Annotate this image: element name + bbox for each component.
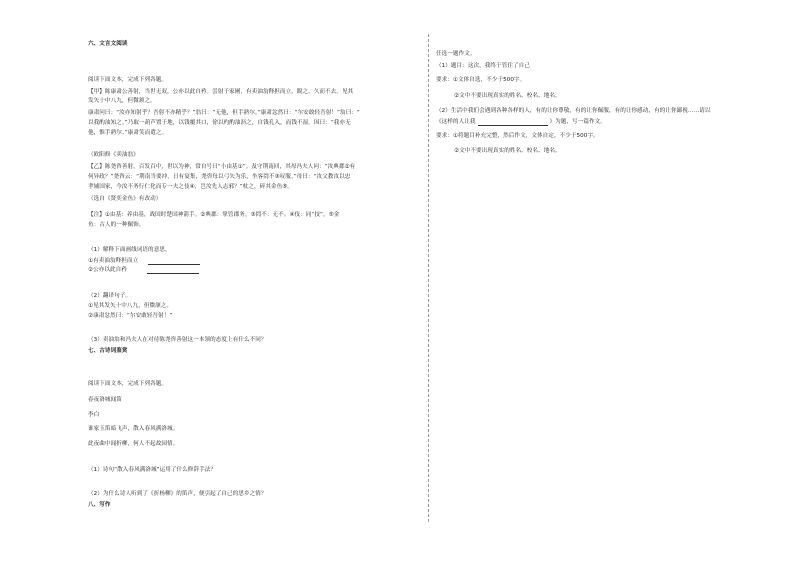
essay-topic-2-suffix: 》为题，写一篇作文。 <box>549 119 606 125</box>
passage-jia-line: 【甲】陈康肃公善射，当世无双，公亦以此自矜。尝射于家圃，有卖油翁释担而立，睨之，久而不去。见其 <box>88 89 354 95</box>
answer-blank[interactable] <box>148 258 200 265</box>
question-2a: ①见其发矢十中八九，但微颔之。 <box>88 303 173 309</box>
question-1: （1）解释下面画线词语的意思。 <box>88 247 171 253</box>
essay-topic-1-req: 要求：①文体自选，不少于500字。 <box>436 77 526 83</box>
reading-instruction: 阅读下面文本，完成下列各题。 <box>88 77 168 83</box>
poem-question-2: （2）为什么诗人听到了《折杨柳》的笛声，便引起了自己的思乡之情？ <box>88 491 267 497</box>
question-2: （2）翻译句子。 <box>88 293 132 299</box>
passage-yi-source: （选自《贤奕金鱼》有改动） <box>88 196 162 202</box>
question-1a <box>88 257 200 265</box>
poem-line: 此夜曲中闻折柳，何人不起故园情。 <box>88 441 179 447</box>
poem-question-1: （1）诗句“散入春风满洛城”运用了什么修辞手法？ <box>88 467 217 473</box>
essay-topic-2-req: 要求：①将题目补充完整，然后作文，文体自定，不少于500字。 <box>436 133 599 139</box>
passage-yi-line: 【乙】陈尧咨善射，百发百中，世以为神，常自号曰“小由基①”。及守荆南回，其母冯夫人问：“汝典郡②有 <box>88 164 356 170</box>
essay-topic-2-req2: ②文中不要出现真实的姓名、校名、地名。 <box>454 148 561 154</box>
column-divider <box>428 34 429 522</box>
title-blank[interactable] <box>478 119 548 126</box>
poem-author: 李白 <box>88 412 100 418</box>
answer-blank[interactable] <box>147 267 199 274</box>
passage-jia-source: （欧阳修《卖油翁》 <box>88 152 139 158</box>
annotation-line: 鱼：古人的一种佩饰。 <box>88 222 145 228</box>
question-1b <box>88 266 199 274</box>
essay-topic-2-prefix: 《这样的人让我 <box>436 119 476 125</box>
annotation-line: 【注】①由基：养由基，战国时楚国神箭手。②典郡：掌管郡务。③罔不：无不。④伎：同“技”。⑤金 <box>88 212 340 218</box>
passage-jia-line: 以我酌油知之。”乃取一葫芦置于地，以钱覆其口，徐以杓酌油沥之，自钱孔入，而钱不湿。因曰：“我亦无 <box>88 120 351 126</box>
poem-title: 春夜洛城闻笛 <box>88 397 122 403</box>
passage-jia-line: 发矢十中八九，但微颔之。 <box>88 98 156 104</box>
passage-yi-line: 孝辅国家，今汝不务行仁化而专一夫之伎④，岂汝先人志邪？”杖之，碎其金鱼⑤。 <box>88 184 293 190</box>
essay-topic-1-req2: ②文中不要出现真实的姓名、校名、地名。 <box>454 93 561 99</box>
essay-topic-2: （2）生活中我们会遇到各种各样的人，有的让你尊敬，有的让你佩服，有的让你感动，有的让你鄙视……请以 <box>436 108 711 114</box>
question-2b: ②康肃忿然曰：“尔安敢轻吾射！” <box>88 313 173 319</box>
poem-line: 谁家玉笛暗飞声，散入春风满洛城。 <box>88 426 179 432</box>
essay-intro: 任选一题作文。 <box>436 51 476 57</box>
section8-heading: 八、写作 <box>88 502 111 508</box>
passage-yi-line: 何异政？”尧咨云：“荆南当要冲，日有宴集，尧咨每以弓矢为乐，坐客罔不③叹服。”母曰：“汝父教汝以忠 <box>88 174 351 180</box>
section6-heading: 六、文言文阅读 <box>88 41 128 47</box>
essay-topic-1: （1）题目：这次，我终于管住了自己 <box>436 63 530 69</box>
question-3: （3）卖油翁和冯夫人在对待陈尧咨善射这一本领的态度上有什么不同？ <box>88 337 267 343</box>
question-1a-text: ①有卖油翁释担而立 <box>88 258 139 264</box>
question-1b-text: ②公亦以此自矜 <box>88 267 127 273</box>
essay-topic-2-title <box>436 118 606 126</box>
passage-jia-line: 他，惟手熟尔。”康肃笑而遣之。 <box>88 130 168 136</box>
passage-jia-line: 康肃问曰：“汝亦知射乎？吾射不亦精乎？”翁曰：“无他，但手熟尔。”康肃忿然曰：“尔安敢轻吾射！”翁曰：“ <box>88 110 360 116</box>
section7-heading: 七、古诗词鉴赏 <box>88 348 128 354</box>
poem-instruction: 阅读下面文本，完成下列各题。 <box>88 381 168 387</box>
